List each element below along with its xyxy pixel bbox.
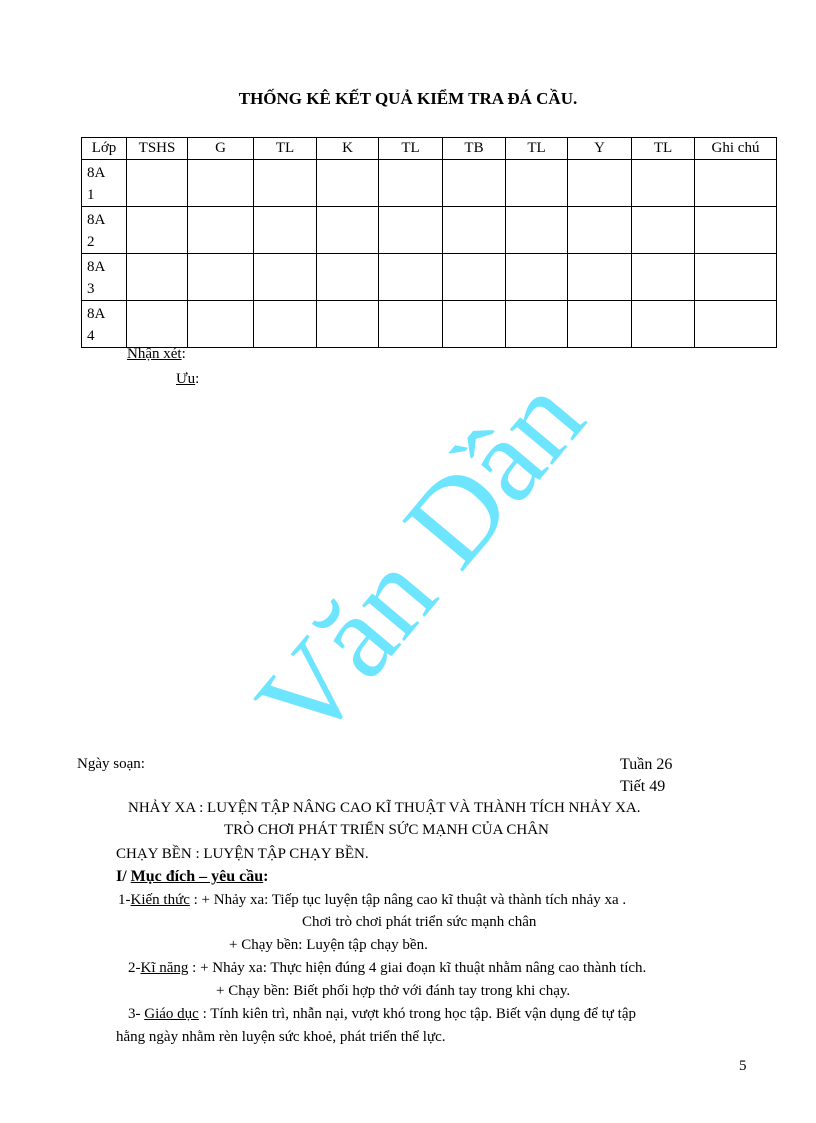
knowledge-text: : + Nhảy xa: Tiếp tục luyện tập nâng cao kĩ thuật và thành tích nhảy xa .	[189, 892, 627, 908]
knowledge-continuation: Chơi trò chơi phát triển sức mạnh chân	[302, 914, 537, 930]
table-cell	[254, 160, 317, 207]
skills-running: + Chạy bền: Biết phối hợp thở với đánh tay trong khi chạy.	[216, 983, 571, 999]
class-number: 4	[87, 328, 95, 344]
table-cell	[188, 301, 254, 348]
table-cell	[568, 207, 632, 254]
table-cell	[254, 301, 317, 348]
table-cell	[317, 160, 379, 207]
table-cell	[379, 301, 443, 348]
table-cell	[443, 207, 506, 254]
header-tl-y: TL	[632, 138, 695, 160]
header-ghi-chu: Ghi chú	[695, 138, 777, 160]
class-label: 8A	[87, 212, 106, 228]
education-number: 3-	[128, 1006, 145, 1022]
table-cell	[506, 254, 568, 301]
table-header-row	[82, 138, 777, 160]
watermark: Văn Dần	[230, 352, 609, 768]
table-cell	[254, 207, 317, 254]
strengths-label: Ưu	[176, 371, 196, 387]
education-continuation: hằng ngày nhằm rèn luyện sức khoẻ, phát triển thể lực.	[116, 1029, 446, 1045]
class-cell	[82, 301, 127, 348]
table-cell	[379, 207, 443, 254]
table-cell	[443, 301, 506, 348]
week-label: Tuần 26	[620, 756, 673, 773]
remarks-heading	[127, 346, 186, 363]
table-row	[82, 160, 777, 207]
header-tb: TB	[443, 138, 506, 160]
page-number: 5	[739, 1058, 747, 1074]
header-tl-k: TL	[379, 138, 443, 160]
table-cell	[127, 301, 188, 348]
skills-line	[128, 960, 646, 977]
header-g: G	[188, 138, 254, 160]
table-cell	[379, 254, 443, 301]
lesson-topic-3: CHẠY BỀN : LUYỆN TẬP CHẠY BỀN.	[116, 846, 369, 862]
education-text: : Tính kiên trì, nhẫn nại, vượt khó trong học tập. Biết vận dụng để tự tập	[198, 1006, 637, 1022]
class-cell	[82, 207, 127, 254]
table-cell	[695, 254, 777, 301]
knowledge-number: 1-	[118, 892, 131, 908]
remarks-colon: :	[181, 346, 186, 362]
remarks-label: Nhận xét	[127, 346, 182, 362]
table-cell	[188, 254, 254, 301]
table-row	[82, 301, 777, 348]
table-cell	[188, 207, 254, 254]
class-number: 1	[87, 187, 95, 203]
section-number: I/	[116, 868, 131, 885]
skills-text: : + Nhảy xa: Thực hiện đúng 4 giai đoạn kĩ thuật nhằm nâng cao thành tích.	[188, 960, 647, 976]
strengths-colon: :	[195, 371, 200, 387]
table-row	[82, 254, 777, 301]
table-cell	[695, 207, 777, 254]
table-cell	[632, 160, 695, 207]
class-label: 8A	[87, 165, 106, 181]
header-lop: Lớp	[82, 138, 127, 160]
table-row	[82, 207, 777, 254]
table-cell	[127, 160, 188, 207]
lesson-period: Tiết 49	[620, 778, 666, 795]
results-table	[81, 137, 777, 348]
table-cell	[568, 301, 632, 348]
table-cell	[506, 207, 568, 254]
class-number: 2	[87, 234, 95, 250]
table-cell	[317, 254, 379, 301]
education-line	[128, 1006, 636, 1023]
skills-number: 2-	[128, 960, 141, 976]
education-label: Giáo dục	[144, 1006, 199, 1022]
table-cell	[443, 254, 506, 301]
table-cell	[127, 207, 188, 254]
ngay-soan: Ngày soạn:	[77, 756, 145, 772]
table-cell	[632, 254, 695, 301]
table-cell	[443, 160, 506, 207]
section-title: Mục đích – yêu cầu	[130, 868, 264, 885]
skills-label: Kĩ năng	[140, 960, 189, 976]
header-tshs: TSHS	[127, 138, 188, 160]
table-cell	[379, 160, 443, 207]
knowledge-label: Kiến thức	[130, 892, 190, 908]
class-cell	[82, 254, 127, 301]
table-cell	[632, 301, 695, 348]
table-cell	[695, 301, 777, 348]
section-colon: :	[263, 868, 269, 885]
lesson-topic-1: NHẢY XA : LUYỆN TẬP NÂNG CAO KĨ THUẬT VÀ THÀNH TÍCH NHẢY XA.	[128, 800, 641, 816]
table-cell	[695, 160, 777, 207]
knowledge-line	[118, 892, 626, 909]
header-tl-tb: TL	[506, 138, 568, 160]
table-cell	[317, 207, 379, 254]
table-cell	[568, 254, 632, 301]
table-cell	[127, 254, 188, 301]
header-k: K	[317, 138, 379, 160]
knowledge-running: + Chạy bền: Luyện tập chạy bền.	[229, 937, 428, 953]
class-number: 3	[87, 281, 95, 297]
document-title: THỐNG KÊ KẾT QUẢ KIỂM TRA ĐÁ CẦU.	[238, 89, 578, 108]
table-cell	[254, 254, 317, 301]
lesson-topic-2: TRÒ CHƠI PHÁT TRIỂN SỨC MẠNH CỦA CHÂN	[224, 822, 549, 838]
section-heading	[116, 868, 268, 886]
class-label: 8A	[87, 259, 106, 275]
table-cell	[317, 301, 379, 348]
header-tl-g: TL	[254, 138, 317, 160]
table-cell	[188, 160, 254, 207]
class-cell	[82, 160, 127, 207]
header-y: Y	[568, 138, 632, 160]
class-label: 8A	[87, 306, 106, 322]
table-cell	[632, 207, 695, 254]
table-cell	[506, 301, 568, 348]
table-cell	[568, 160, 632, 207]
table-cell	[506, 160, 568, 207]
strengths-heading	[176, 371, 199, 388]
